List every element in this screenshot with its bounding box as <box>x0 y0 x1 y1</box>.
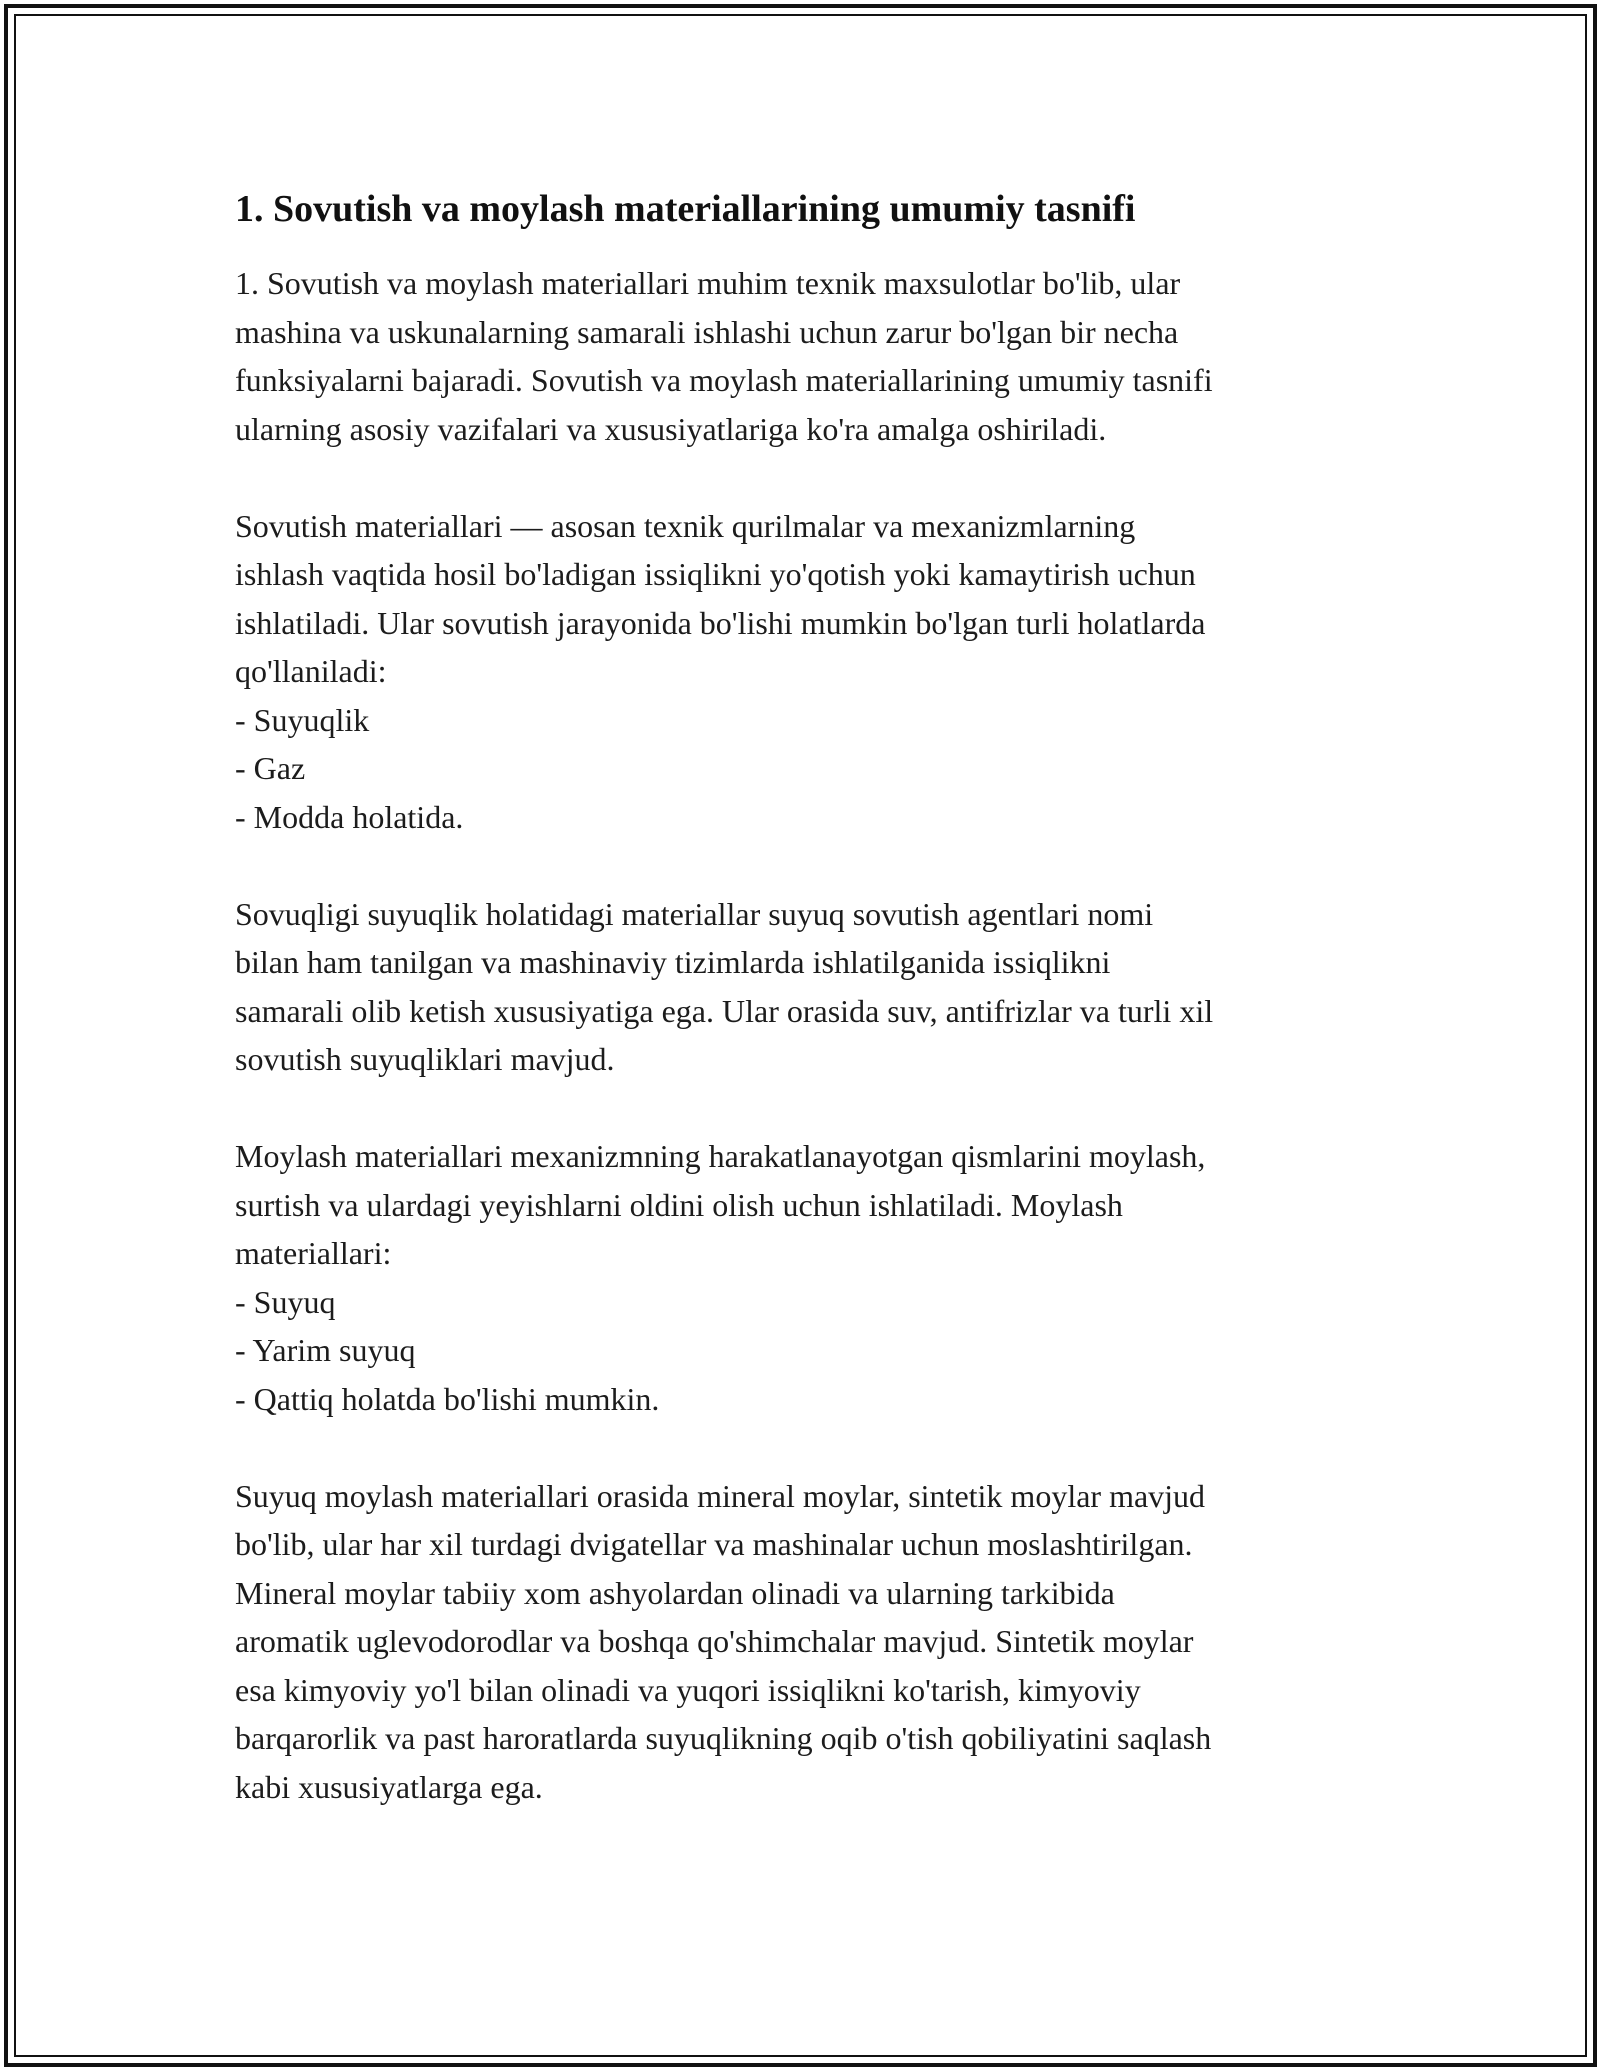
cooling-line: Sovutish materiallari — asosan texnik qurilmalar va mexanizmlarning <box>235 507 1136 544</box>
cooling-list-item: - Gaz <box>235 750 306 786</box>
lubricants-section <box>235 1132 1365 1423</box>
lubricants-line: materiallari: <box>235 1235 392 1271</box>
intro-line: 1. Sovutish va moylash materiallari muhim texnik maxsulotlar bo'lib, ular <box>235 265 1181 301</box>
lubricants-list-item: - Yarim suyuq <box>235 1332 416 1368</box>
lubricants-list-item: - Suyuq <box>235 1283 336 1320</box>
liquid-cooling-line: samarali olib ketish xususiyatiga ega. Ular orasida suv, antifrizlar va turli xil <box>235 992 1214 1029</box>
cooling-line: qo'llaniladi: <box>235 653 387 689</box>
cooling-section <box>235 502 1365 842</box>
liquid-lubricants-line: bo'lib, ular har xil turdagi dvigatellar va mashinalar uchun moslashtirilgan. <box>235 1526 1193 1562</box>
cooling-list-item: - Modda holatida. <box>235 798 464 835</box>
intro-paragraph <box>235 259 1365 453</box>
liquid-cooling-line: sovutish suyuqliklari mavjud. <box>235 1041 615 1077</box>
intro-line: ularning asosiy vazifalari va xususiyatlariga ko'ra amalga oshiriladi. <box>235 410 1107 447</box>
cooling-line: ishlash vaqtida hosil bo'ladigan issiqlikni yo'qotish yoki kamaytirish uchun <box>235 556 1196 592</box>
cooling-list-item: - Suyuqlik <box>235 701 370 738</box>
document-body <box>235 185 1365 1860</box>
liquid-lubricants-line: Mineral moylar tabiiy xom ashyolardan olinadi va ularning tarkibida <box>235 1574 1115 1611</box>
intro-line: mashina va uskunalarning samarali ishlashi uchun zarur bo'lgan bir necha <box>235 313 1179 350</box>
liquid-lubricants-paragraph <box>235 1472 1365 1812</box>
liquid-lubricants-line: aromatik uglevodorodlar va boshqa qo'shimchalar mavjud. Sintetik moylar <box>235 1623 1194 1659</box>
intro-line: funksiyalarni bajaradi. Sovutish va moylash materiallarining umumiy tasnifi <box>235 362 1213 398</box>
liquid-lubricants-line: Suyuq moylash materiallari orasida mineral moylar, sintetik moylar mavjud <box>235 1477 1206 1514</box>
page-title: 1. Sovutish va moylash materiallarining umumiy tasnifi <box>235 188 1136 230</box>
liquid-lubricants-line: barqarorlik va past haroratlarda suyuqlikning oqib o'tish qobiliyatini saqlash <box>235 1720 1212 1756</box>
lubricants-list-item: - Qattiq holatda bo'lishi mumkin. <box>235 1380 660 1417</box>
liquid-lubricants-line: kabi xususiyatlarga ega. <box>235 1768 543 1805</box>
liquid-cooling-paragraph <box>235 890 1365 1084</box>
lubricants-line: surtish va ulardagi yeyishlarni oldini olish uchun ishlatiladi. Moylash <box>235 1186 1123 1223</box>
lubricants-line: Moylash materiallari mexanizmning harakatlanayotgan qismlarini moylash, <box>235 1138 1206 1174</box>
liquid-cooling-line: bilan ham tanilgan va mashinaviy tizimlarda ishlatilganida issiqlikni <box>235 944 1111 980</box>
cooling-line: ishlatiladi. Ular sovutish jarayonida bo'lishi mumkin bo'lgan turli holatlarda <box>235 604 1206 641</box>
liquid-cooling-line: Sovuqligi suyuqlik holatidagi materiallar suyuq sovutish agentlari nomi <box>235 895 1154 932</box>
liquid-lubricants-line: esa kimyoviy yo'l bilan olinadi va yuqori issiqlikni ko'tarish, kimyoviy <box>235 1671 1141 1708</box>
